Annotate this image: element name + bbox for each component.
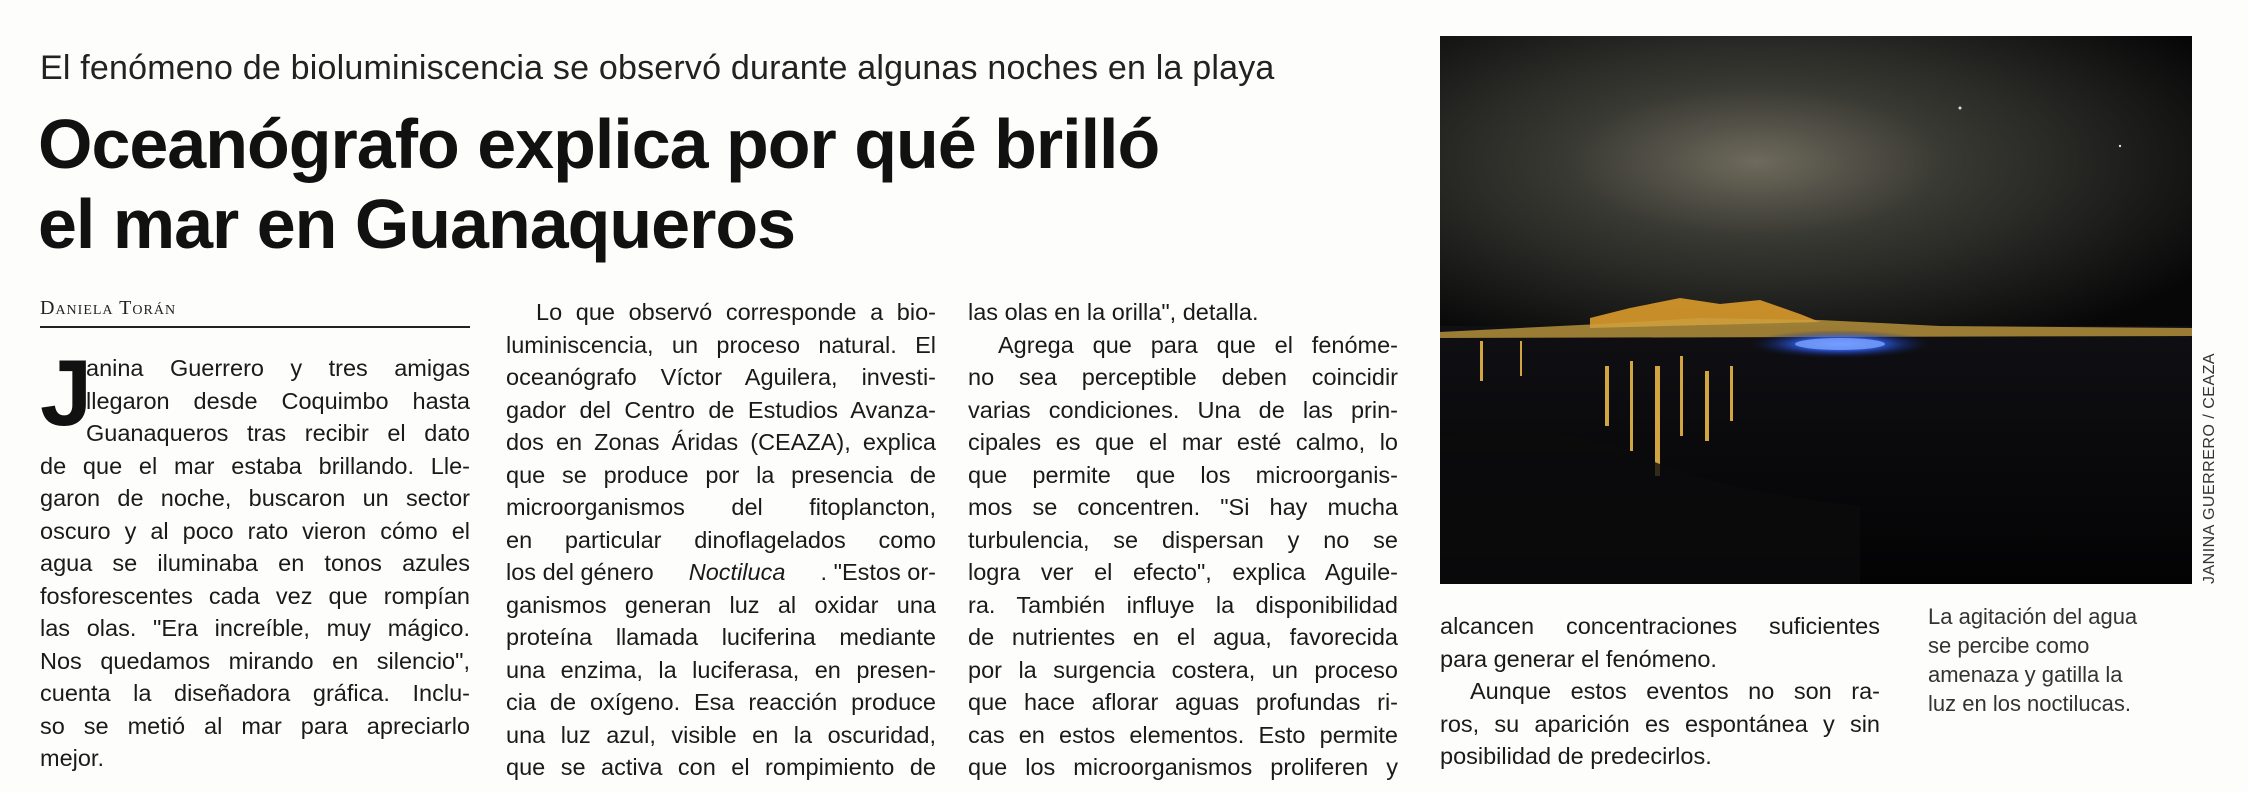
body-line: por la surgencia costera, un proceso [968, 656, 1398, 683]
drop-cap: J [40, 340, 93, 445]
article-kicker: El fenómeno de bioluminiscencia se observó durante algunas noches en la playa [40, 49, 1275, 87]
body-line: llegaron desde Coquimbo hasta [86, 387, 470, 414]
body-line: alcancen concentraciones suficientes [1440, 613, 1880, 639]
body-line: mejor. [40, 745, 104, 771]
body-line: varias condiciones. Una de las prin- [968, 396, 1398, 423]
body-line: microorganismos del fitoplancton, [506, 494, 936, 520]
body-line: que los microorganismos proliferen y [968, 754, 1398, 780]
body-line: luminiscencia, un proceso natural. El [506, 331, 936, 358]
caption-line: luz en los noctilucas. [1928, 691, 2131, 716]
body-line: proteína llamada luciferina mediante [506, 624, 936, 650]
body-line: posibilidad de predecirlos. [1440, 743, 1712, 769]
body-line: oscuro y al poco rato vieron cómo el [40, 517, 470, 544]
body-column-4 [1440, 610, 1880, 773]
headline-line-1: Oceanógrafo explica por qué brilló [38, 105, 1160, 183]
body-line [506, 556, 936, 589]
body-line: las olas en la orilla", detalla. [968, 299, 1259, 325]
body-text: los del género [506, 559, 654, 585]
photo-caption [1928, 602, 2228, 718]
body-line: anina Guerrero y tres amigas [86, 355, 470, 381]
body-line: ganismos generan luz al oxidar una [506, 591, 936, 618]
body-line: una enzima, la luciferasa, en presen- [506, 656, 936, 683]
body-line: cipales es que el mar esté calmo, lo [968, 429, 1398, 455]
body-line: Nos quedamos mirando en silencio", [40, 647, 470, 674]
body-line: gador del Centro de Estudios Avanza- [506, 396, 936, 423]
body-line: que se produce por la presencia de [506, 461, 936, 488]
body-line: oceanógrafo Víctor Aguilera, investi- [506, 364, 936, 390]
body-line: que permite que los microorganis- [968, 461, 1398, 488]
body-text: . "Estos or- [820, 559, 936, 585]
body-line: no sea perceptible deben coincidir [968, 364, 1398, 390]
caption-line: amenaza y gatilla la [1928, 662, 2123, 687]
body-line: de nutrientes en el agua, favorecida [968, 624, 1398, 650]
body-line: una luz azul, visible en la oscuridad, [506, 721, 936, 748]
body-line: que se activa con el rompimiento de [506, 754, 936, 780]
body-line: Agrega que para que el fenóme- [998, 331, 1398, 358]
body-line: fosforescentes cada vez que rompían [40, 582, 470, 609]
body-column-1 [40, 352, 470, 775]
body-line: para generar el fenómeno. [1440, 645, 1717, 672]
body-line: ra. También influye la disponibilidad [968, 591, 1398, 618]
caption-line: La agitación del agua [1928, 604, 2138, 629]
body-line: dos en Zonas Áridas (CEAZA), explica [506, 429, 936, 455]
body-line: turbulencia, se dispersan y no se [968, 526, 1398, 553]
body-line: en particular dinoflagelados como [506, 526, 936, 553]
body-line: ros, su aparición es espontánea y sin [1440, 710, 1880, 737]
photo-credit-text: JANINA GUERRERO / CEAZA [2201, 352, 2218, 584]
article-headline [38, 104, 1418, 264]
body-line: garon de noche, buscaron un sector [40, 485, 470, 511]
body-line: Aunque estos eventos no son ra- [1470, 678, 1880, 704]
night-beach-image [1440, 36, 2192, 584]
bioluminescence-photo [1440, 36, 2192, 584]
body-line: cuenta la diseñadora gráfica. Inclu- [40, 680, 470, 706]
body-line: de que el mar estaba brillando. Lle- [40, 452, 470, 479]
headline-line-2: el mar en Guanaqueros [38, 185, 796, 263]
body-line: agua se iluminaba en tonos azules [40, 550, 470, 576]
body-line: mos se concentren. "Si hay mucha [968, 494, 1398, 520]
caption-line: se percibe como [1928, 633, 2090, 658]
genus-name: Noctiluca [688, 559, 786, 585]
body-line: Guanaqueros tras recibir el dato [86, 420, 470, 446]
body-column-3 [968, 296, 1398, 784]
body-line: cas en estos elementos. Esto permite [968, 721, 1398, 748]
body-line: Lo que observó corresponde a bio- [536, 299, 936, 325]
body-line: que hace aflorar aguas profundas ri- [968, 689, 1398, 715]
body-line: cia de oxígeno. Esa reacción produce [506, 689, 936, 715]
body-line: logra ver el efecto", explica Aguile- [968, 559, 1398, 585]
author-byline: Daniela Torán [40, 296, 470, 328]
body-line: so se metió al mar para apreciarlo [40, 712, 470, 739]
body-line: las olas. "Era increíble, muy mágico. [40, 615, 470, 641]
body-column-2 [506, 296, 936, 784]
